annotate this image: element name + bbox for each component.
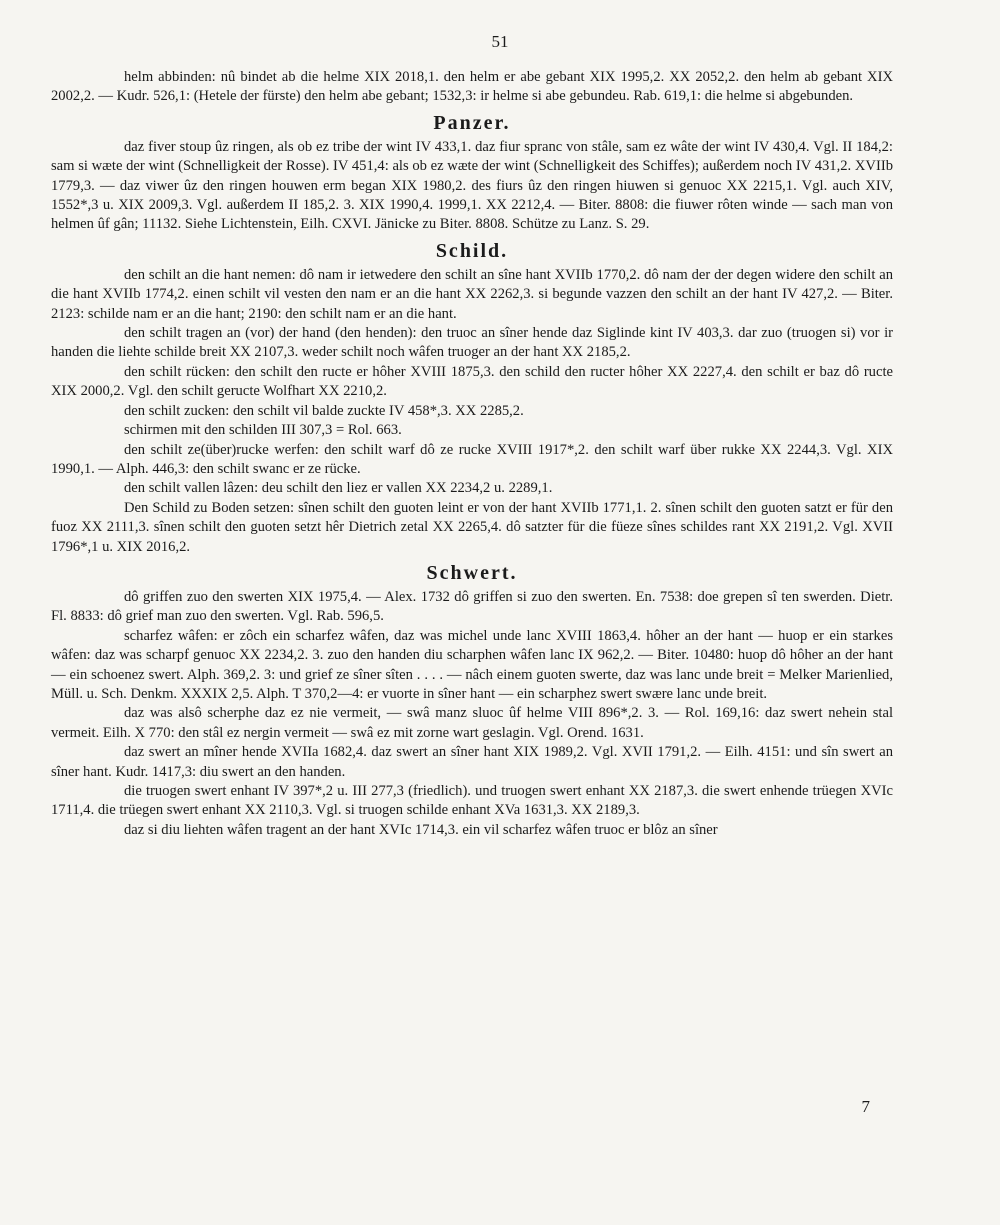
paragraph: daz fiver stoup ûz ringen, als ob ez tribe der wint IV 433,1. daz fiur spranc von stâle, sam ez wâte der wint IV 430,4. Vgl. II 184,2: sam si wæte der wint (Schnelligkeit der Rosse). IV 451,4: als ob ez wæte der wint (Schnelligkeit des Schiffes); außerdem noch IV 431,2. XVIIb 1779,3. — daz viwer ûz den ringen houwen erm began XIX 1980,2. des fiurs ûz den ringen hiuwen si genuoc XX 2215,1. Vgl. auch XIV, 1552*,3 u. XIX 2009,3. Vgl. außerdem II 185,2. 3. XIX 1990,4. 1999,1. XX 2212,4. — Biter. 8808: die fiuwer rôten winde — sach man von helmen ûf gân; 11132. Siehe Lichtenstein, Eilh. CXVI. Jänicke zu Biter. 8808. Schütze zu Lanz. S. 29. [51, 138, 893, 233]
paragraph: den schilt tragen an (vor) der hand (den henden): den truoc an sîner hende daz Siglinde kint IV 403,3. dar zuo (truogen si) vor ir handen die liehte schilde breit XX 2107,3. weder schilt noch wâfen truoger an der hant XX 2185,2. [51, 325, 893, 361]
section-heading-panzer: Panzer. [433, 111, 511, 134]
paragraph: daz swert an mîner hende XVIIa 1682,4. daz swert an sîner hant XIX 1989,2. Vgl. XVII 1791,2. — Eilh. 4151: und sîn swert an sîner hant. Kudr. 1417,3: diu swert an den handen. [51, 744, 893, 780]
paragraph: den schilt rücken: den schilt den ructe er hôher XVIII 1875,3. den schild den ructer hôher XX 2227,4. den schilt er baz dô ructe XIX 2000,2. Vgl. den schilt geructe Wolfhart XX 2210,2. [51, 363, 893, 400]
page-number: 51 [491, 32, 509, 51]
paragraph: daz si diu liehten wâfen tragent an der hant XVIc 1714,3. ein vil scharfez wâfen truoc er blôz an sîner [124, 821, 718, 838]
signature-mark: 7 [861, 1097, 870, 1116]
paragraph: den schilt zucken: den schilt vil balde zuckte IV 458*,3. XX 2285,2. [124, 402, 524, 419]
paragraph: helm abbinden: nû bindet ab die helme XIX 2018,1. den helm er abe gebant XIX 1995,2. XX 2052,2. den helm ab gebant XIX 2002,2. — Kudr. 526,1: (Hetele der fürste) den helm abe gebant; 1532,3: ir helme si abe gebundeu. Rab. 619,1: die helme si abgebunden. [51, 69, 893, 105]
body-text [51, 68, 893, 840]
paragraph: den schilt ze(über)rucke werfen: den schilt warf dô ze rucke XVIII 1917*,2. den schilt warf über rukke XX 2244,3. Vgl. XIX 1990,1. — Alph. 446,3: den schilt swanc er ze rücke. [51, 441, 893, 477]
paragraph: daz was alsô scherphe daz ez nie vermeit, — swâ manz sluoc ûf helme VIII 896*,2. 3. — Rol. 169,16: daz swert nehein stal vermeit. Eilh. X 770: den stâl ez nergin vermeit — swâ ez mit zorne wart geslagin. Vgl. Orend. 1631. [51, 705, 893, 741]
section-heading-schild: Schild. [435, 239, 509, 262]
paragraph: scharfez wâfen: er zôch ein scharfez wâfen, daz was michel unde lanc XVIII 1863,4. hôher an der hant — huop er ein starkes wâfen: daz was scharpf genuoc XX 2234,2. 3. zuo den handen diu scharphen wâfen lanc IX 962,2. — Biter. 10480: huop dô hôher an der hant — ein schoenez swert. Alph. 369,2. 3: und grief ze sîner sîten . . . . — nâch einem guoten swerte, daz was lanc unde breit = Melker Marienlied, Müll. u. Sch. Denkm. XXXIX 2,5. Alph. T 370,2—4: er vuorte in sîner hant — ein scharphez swert swære lanc unde breit. [51, 627, 893, 702]
paragraph: die truogen swert enhant IV 397*,2 u. III 277,3 (friedlich). und truogen swert enhant XX 2187,3. die swert enhende trüegen XVIc 1711,4. die trüegen swert enhant XX 2110,3. Vgl. si truogen schilde enhant XVa 1631,3. XX 2189,3. [51, 783, 893, 819]
paragraph: den schilt an die hant nemen: dô nam ir ietwedere den schilt an sîne hant XVIIb 1770,2. dô nam der der degen widere den schilt an die hant XVIIb 1774,2. einen schilt vil vesten den nam er an die hant XX 2262,3. si begunde vazzen den schilt an der hant IV 427,2. — Biter. 2123: schilde nam er an die hant; 2190: den schilt nam er an die hant. [51, 266, 893, 322]
paragraph: den schilt vallen lâzen: deu schilt den liez er vallen XX 2234,2 u. 2289,1. [124, 480, 553, 497]
section-heading-schwert: Schwert. [426, 561, 518, 584]
paragraph: dô griffen zuo den swerten XIX 1975,4. — Alex. 1732 dô griffen si zuo den swerten. En. 7538: doe grepen sî ten swerden. Dietr. Fl. 8833: dô grief man zuo den swerten. Vgl. Rab. 596,5. [51, 588, 893, 625]
paragraph: Den Schild zu Boden setzen: sînen schilt den guoten leint er von der hant XVIIb 1771,1. 2. sînen schilt den guoten satzt er für den fuoz XX 2111,3. sînen schilt den guoten setzt hêr Dietrich zetal XX 2265,4. dô satzter für die füeze sînes schildes rant XX 2191,2. Vgl. XVII 1796*,1 u. XIX 2016,2. [51, 499, 893, 555]
paragraph: schirmen mit den schilden III 307,3 = Rol. 663. [124, 422, 402, 439]
